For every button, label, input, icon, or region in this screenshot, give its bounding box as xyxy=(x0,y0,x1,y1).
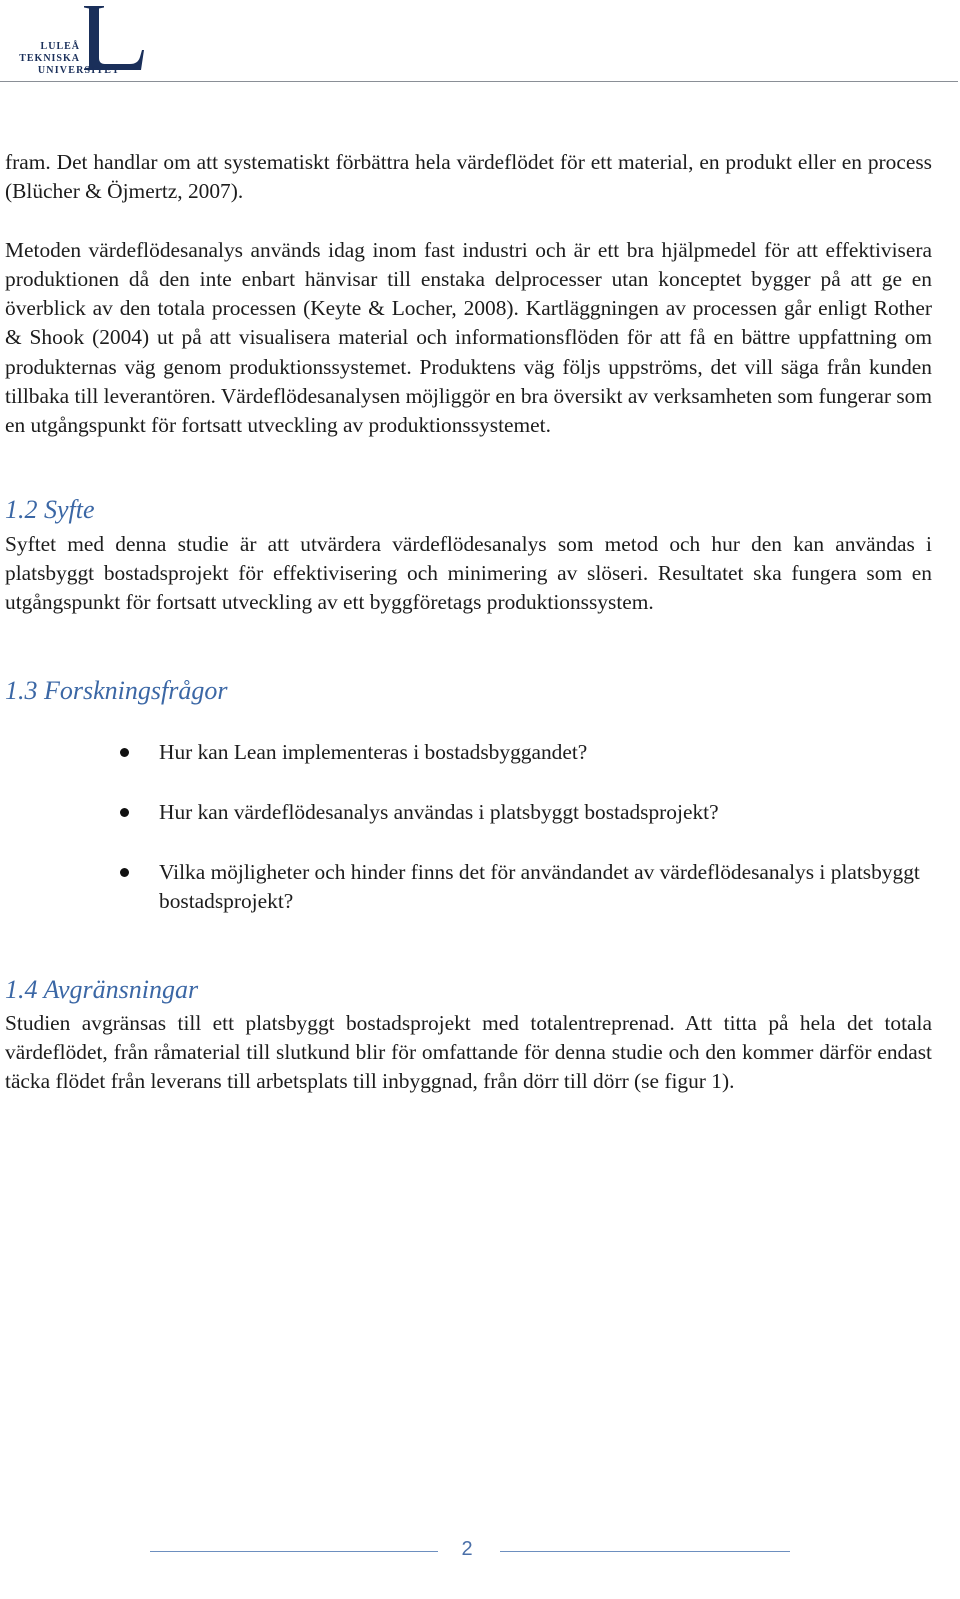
research-question-2: Hur kan värdeflödesanalys användas i platsbyggt bostadsprojekt? xyxy=(159,799,719,824)
logo-line-1: LULEÅ xyxy=(40,41,80,52)
bullet-icon xyxy=(120,868,129,877)
document-body xyxy=(5,148,932,1097)
section-heading-avgransningar: 1.4 Avgränsningar xyxy=(5,974,199,1004)
logo-line-3: UNIVERSITET xyxy=(37,65,120,76)
bullet-icon xyxy=(120,808,129,817)
research-questions-list xyxy=(5,738,932,917)
research-question-3: Vilka möjligheter och hinder finns det för användandet av värdeflödesanalys i platsbyggt bostadsprojekt? xyxy=(159,860,920,914)
section-heading-syfte: 1.2 Syfte xyxy=(5,494,95,524)
logo-line-2: TEKNISKA xyxy=(19,53,80,64)
list-item xyxy=(5,738,932,767)
paragraph-continuation: fram. Det handlar om att systematiskt förbättra hela värdeflödet för ett material, en produkt eller en process (Blücher & Öjmertz, 2007). xyxy=(5,150,932,204)
lulea-university-logo xyxy=(8,4,148,78)
paragraph-method: Metoden värdeflödesanalys används idag inom fast industri och är ett bra hjälpmedel för att effektivisera produktionen då den inte enbart hänvisar till enstaka delprocesser utan konceptet bygger på att ge en överblick av den totala processen (Keyte & Locher, 2008). Kartläggningen av processen går enligt Rother & Shook (2004) ut på att visualisera material och informationsflöden för att få en bättre uppfattning om produkternas väg genom produktionssystemet. Produktens väg följs uppströms, det vill säga från kunden tillbaka till leverantören. Värdeflödesanalysen möjliggör en bra översikt av verksamheten som fungerar som en utgångspunkt för fortsatt utveckling av produktionssystemet. xyxy=(5,237,932,438)
research-question-1: Hur kan Lean implementeras i bostadsbyggandet? xyxy=(159,739,588,764)
paragraph-syfte: Syftet med denna studie är att utvärdera värdeflödesanalys som metod och hur den kan användas i platsbyggt bostadsprojekt för effektivisering och minimering av slöseri. Resultatet ska fungera som en utgångspunkt för fortsatt utveckling av ett byggföretags produktionssystem. xyxy=(5,531,932,615)
section-heading-forskningsfragor: 1.3 Forskningsfrågor xyxy=(5,675,228,705)
list-item xyxy=(5,858,932,917)
paragraph-avgransningar: Studien avgränsas till ett platsbyggt bostadsprojekt med totalentreprenad. Att titta på hela det totala värdeflödet, från råmaterial till slutkund blir för omfattande för denna studie och den kommer därför endast täcka flödet från leverans till arbetsplats till inbyggnad, från dörr till dörr (se figur 1). xyxy=(5,1010,932,1094)
header-divider xyxy=(0,81,958,82)
page-number: 2 xyxy=(461,1538,473,1560)
footer-divider-left xyxy=(150,1551,438,1552)
footer-divider-right xyxy=(500,1551,790,1552)
bullet-icon xyxy=(120,748,129,757)
list-item xyxy=(5,798,932,827)
